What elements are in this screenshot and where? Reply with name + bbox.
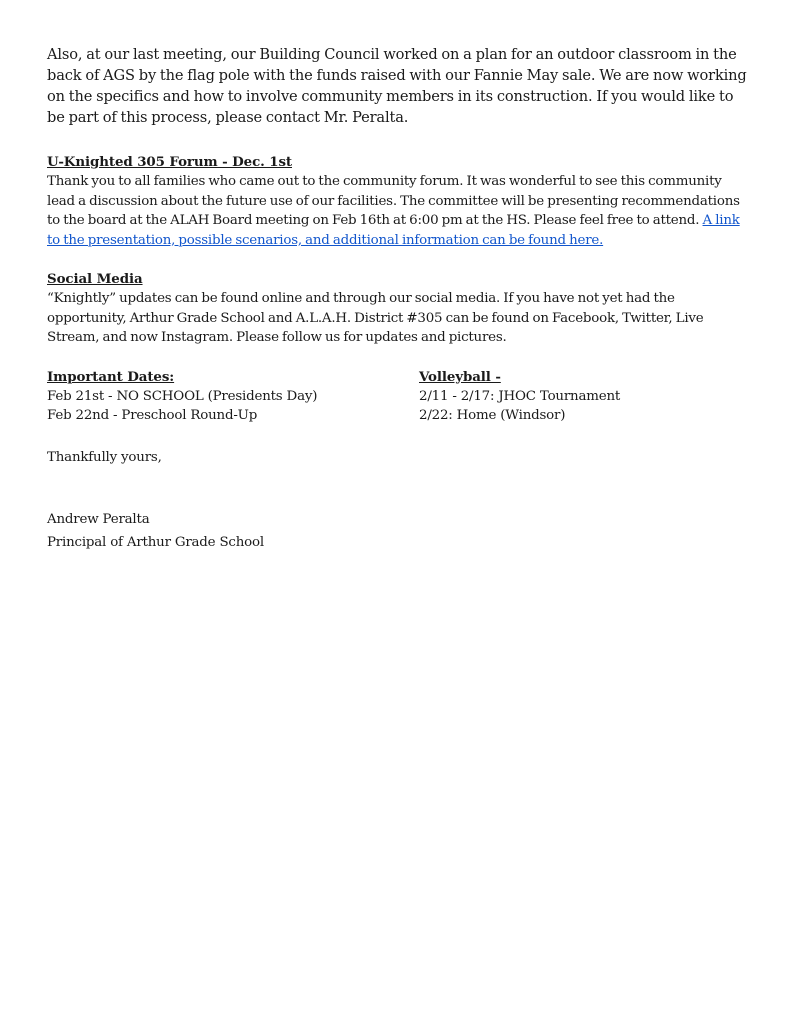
forum-heading: U-Knighted 305 Forum - Dec. 1st (47, 154, 292, 170)
forum-body (47, 172, 752, 250)
volleyball-heading: Volleyball - (419, 368, 501, 385)
important-dates-heading: Important Dates: (47, 368, 175, 385)
volleyball-column (419, 368, 719, 426)
closing-salutation: Thankfully yours, (47, 449, 162, 465)
volleyball-item: 2/22: Home (Windsor) (419, 408, 566, 423)
intro-paragraph: Also, at our last meeting, our Building Council worked on a plan for an outdoor classroom in the back of AGS by the flag pole with the funds raised with our Fannie May sale. We are now working on the specifics and how to involve community members in its construction. If you would like to be part of this process, please contact Mr. Peralta. (47, 46, 747, 126)
letter-page (47, 44, 752, 554)
social-media-body: “Knightly” updates can be found online and through our social media. If you have not yet had the opportunity, Arthur Grade School and A.L.A.H. District #305 can be found on Facebook, Twitter, Live Stream, and now Instagram. Please follow us for updates and pictures. (47, 291, 704, 345)
social-media-heading: Social Media (47, 271, 143, 287)
forum-info-link[interactable]: A link to the presentation, possible scenarios, and additional information can be found here. (47, 213, 740, 248)
date-item: Feb 22nd - Preschool Round-Up (47, 408, 258, 423)
important-dates-column (47, 368, 419, 426)
volleyball-item: 2/11 - 2/17: JHOC Tournament (419, 388, 621, 404)
forum-body-text: Thank you to all families who came out to the community forum. It was wonderful to see this community lead a discussion about the future use of our facilities. The committee will be presenting recommendations to the board at the ALAH Board meeting on Feb 16th at 6:00 pm at the HS. Please feel free to attend. (47, 174, 740, 228)
dates-columns (47, 368, 752, 426)
signer-title: Principal of Arthur Grade School (47, 535, 264, 550)
date-item: Feb 21st - NO SCHOOL (Presidents Day) (47, 388, 318, 404)
signer-name: Andrew Peralta (47, 512, 150, 527)
